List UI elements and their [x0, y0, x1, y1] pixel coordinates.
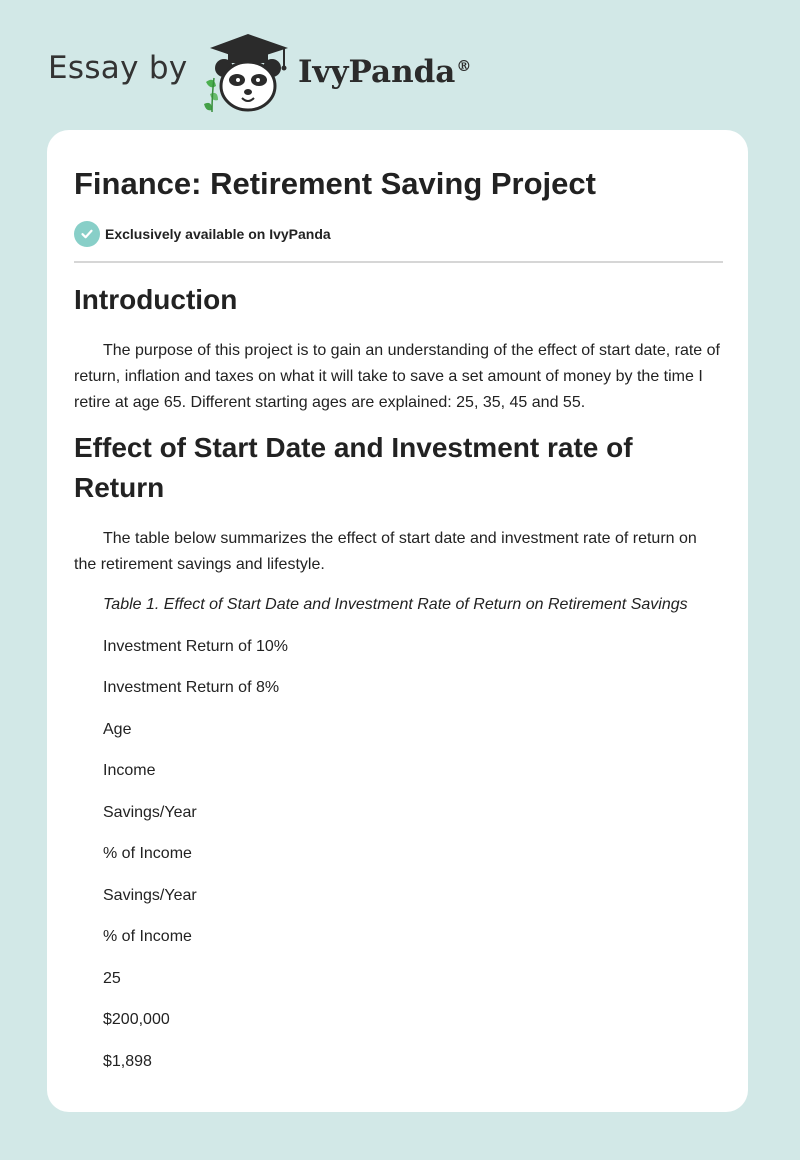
- table-cell: $1,898: [103, 1052, 152, 1070]
- essay-by-label: Essay by: [48, 50, 188, 86]
- table-cell: Savings/Year: [103, 886, 197, 904]
- table-cell: % of Income: [103, 845, 192, 862]
- checkmark-icon: [74, 221, 100, 247]
- registered-mark: ®: [456, 56, 472, 75]
- table-cell: Investment Return of 10%: [103, 637, 288, 655]
- intro-paragraph: The purpose of this project is to gain an understanding of the effect of start date, rate of return, inflation and taxes on what it will take to save a set amount of money by the time I retire at age 65. Different starting ages are explained: 25, 35, 45 and 55.: [74, 342, 720, 411]
- title-divider: [74, 261, 723, 263]
- site-header: [48, 30, 548, 110]
- table-caption: Table 1. Effect of Start Date and Investment Rate of Return on Retirement Savings: [103, 596, 688, 613]
- table-cell: Savings/Year: [103, 803, 197, 821]
- ivypanda-brand[interactable]: [298, 54, 471, 90]
- table-cell: Investment Return of 8%: [103, 679, 280, 696]
- table-cell: $200,000: [103, 1011, 170, 1028]
- effect-paragraph: The table below summarizes the effect of start date and investment rate of return on the retirement savings and lifestyle.: [74, 530, 697, 573]
- essay-card: [47, 130, 748, 1112]
- exclusive-badge: [74, 221, 331, 247]
- panda-mascot-icon[interactable]: [200, 34, 296, 114]
- table-cell: Age: [103, 720, 132, 738]
- table-cell: % of Income: [103, 928, 192, 945]
- table-cell: 25: [103, 969, 121, 987]
- essay-content: [74, 280, 723, 1075]
- heading-introduction: Introduction: [74, 284, 238, 315]
- heading-effect-of-start-date: Effect of Start Date and Investment rate of Return: [74, 432, 633, 503]
- brand-name: IvyPanda: [298, 54, 456, 90]
- table-cell: Income: [103, 762, 156, 779]
- essay-title: Finance: Retirement Saving Project: [74, 166, 596, 201]
- exclusive-badge-text: Exclusively available on IvyPanda: [105, 226, 331, 242]
